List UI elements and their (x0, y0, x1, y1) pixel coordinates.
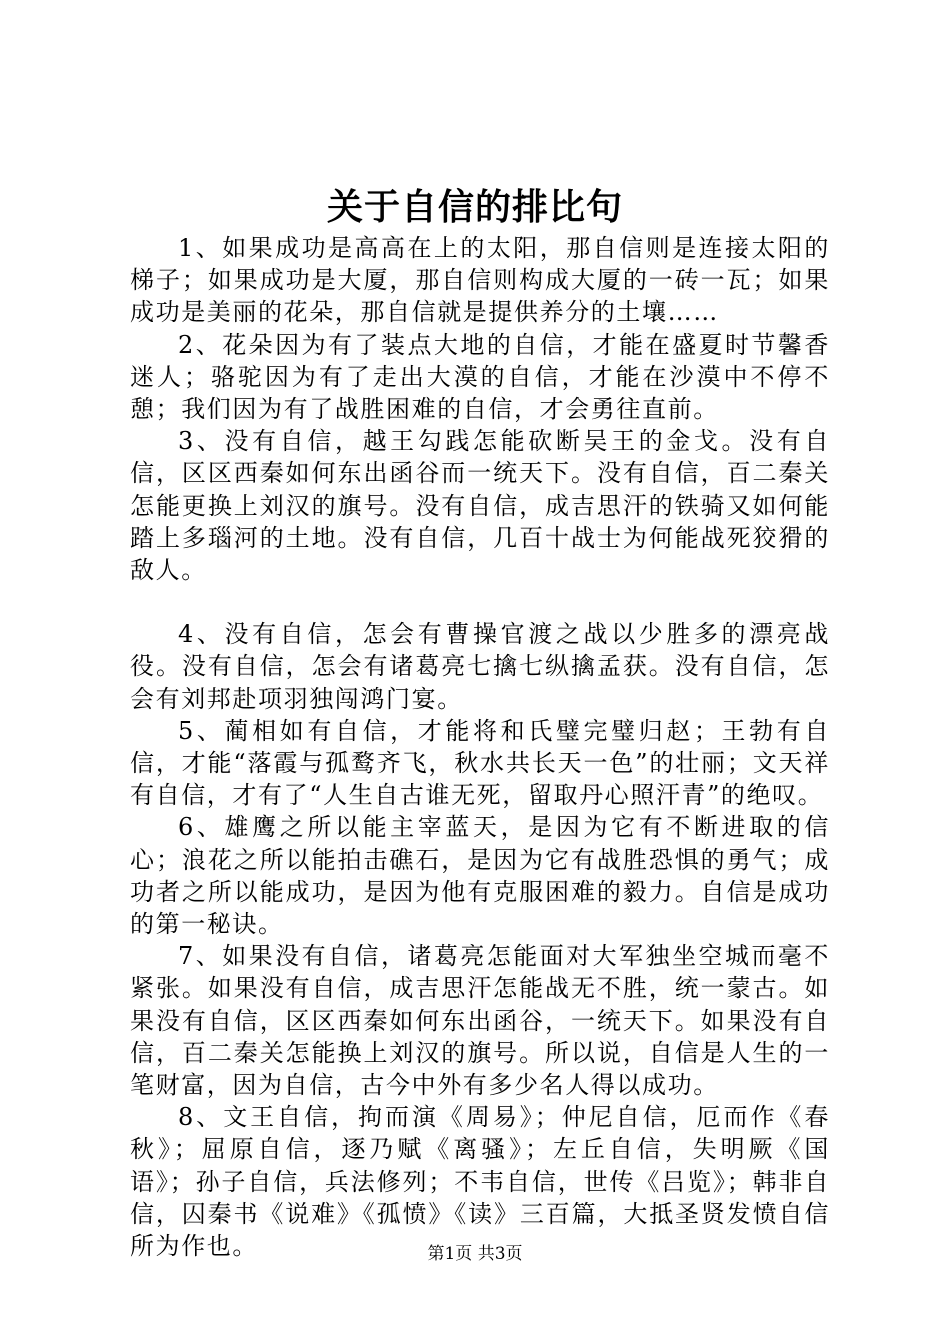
paragraph-8: 8、文王自信，拘而演《周易》；仲尼自信，厄而作《春秋》；屈原自信，逐乃赋《离骚》；左丘自信，失明厥《国语》；孙子自信，兵法修列；不韦自信，世传《吕览》；韩非自信，囚秦书《说难》《孤愤》《读》三百篇，大抵圣贤发愤自信所为作也。 (130, 1103, 830, 1261)
document-title: 关于自信的排比句 (326, 187, 623, 228)
paragraph-7: 7、如果没有自信，诸葛亮怎能面对大军独坐空城而毫不紧张。如果没有自信，成吉思汗怎能战无不胜，统一蒙古。如果没有自信，区区西秦如何东出函谷，一统天下。如果没有自信，百二秦关怎能换上刘汉的旗号。所以说，自信是人生的一笔财富，因为自信，古今中外有多少名人得以成功。 (130, 942, 830, 1100)
paragraph-5: 5、蔺相如有自信，才能将和氏璧完璧归赵；王勃有自信，才能“落霞与孤鹜齐飞，秋水共长天一色”的壮丽；文天祥有自信，才有了“人生自古谁无死，留取丹心照汗青”的绝叹。 (130, 716, 830, 810)
paragraph-2: 2、花朵因为有了装点大地的自信，才能在盛夏时节馨香迷人；骆驼因为有了走出大漠的自信，才能在沙漠中不停不憩；我们因为有了战胜困难的自信，才会勇往直前。 (130, 330, 830, 424)
paragraph-3: 3、没有自信，越王勾践怎能砍断吴王的金戈。没有自信，区区西秦如何东出函谷而一统天下。没有自信，百二秦关怎能更换上刘汉的旗号。没有自信，成吉思汗的铁骑又如何能踏上多瑙河的土地。没有自信，几百十战士为何能战死狡猾的敌人。 (130, 427, 830, 585)
document-body (130, 232, 830, 1262)
page-footer: 第1页 共3页 (427, 1244, 523, 1264)
paragraph-4: 4、没有自信，怎会有曹操官渡之战以少胜多的漂亮战役。没有自信，怎会有诸葛亮七擒七纵擒孟获。没有自信，怎会有刘邦赴项羽独闯鸿门宴。 (130, 620, 830, 713)
paragraph-6: 6、雄鹰之所以能主宰蓝天，是因为它有不断进取的信心；浪花之所以能拍击礁石，是因为它有战胜恐惧的勇气；成功者之所以能成功，是因为他有克服困难的毅力。自信是成功的第一秘诀。 (130, 813, 830, 939)
paragraph-1: 1、如果成功是高高在上的太阳，那自信则是连接太阳的梯子；如果成功是大厦，那自信则构成大厦的一砖一瓦；如果成功是美丽的花朵，那自信就是提供养分的土壤…… (130, 234, 830, 327)
